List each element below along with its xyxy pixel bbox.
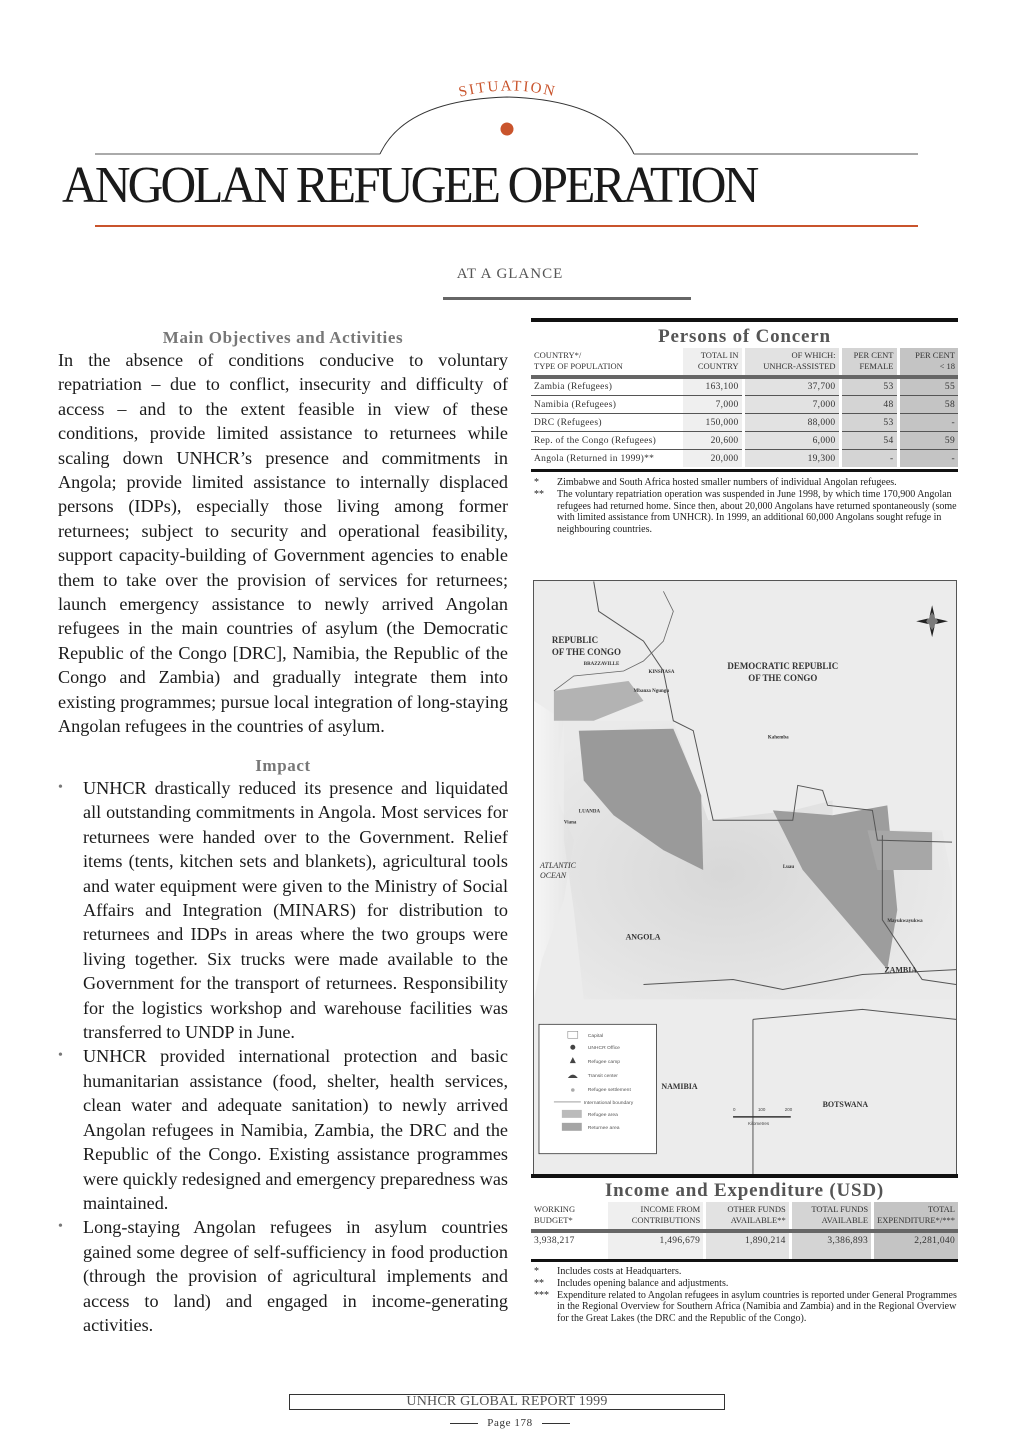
svg-text:200: 200 xyxy=(784,1106,793,1112)
column-header-working-budget: WORKING BUDGET* xyxy=(534,1204,576,1225)
table-row: Rep. of the Congo (Refugees) 20,600 6,000 54 59 xyxy=(531,431,958,449)
impact-section xyxy=(58,756,508,1337)
svg-text:International boundary: International boundary xyxy=(583,1100,634,1106)
footnote: *** Expenditure related to Angolan refugees in asylum countries is reported under General Programmes in the Regional Overview for Southern Africa (Namibia and Zambia) and in the Regional Overview for the Great Lakes (the DRC and the Republic of the Congo). xyxy=(534,1289,957,1325)
table-row: DRC (Refugees) 150,000 88,000 53 - xyxy=(531,413,958,431)
accent-dot-icon xyxy=(501,123,514,136)
dash-left xyxy=(450,1423,478,1424)
income-expenditure-table xyxy=(531,1202,958,1259)
svg-text:NAMIBIA: NAMIBIA xyxy=(661,1082,698,1092)
svg-text:OF THE CONGO: OF THE CONGO xyxy=(748,672,818,683)
objectives-section xyxy=(58,328,508,739)
bullet-icon: • xyxy=(58,1219,63,1235)
table-header-row xyxy=(531,348,958,377)
impact-list xyxy=(58,776,508,1337)
svg-text:LUANDA: LUANDA xyxy=(578,809,601,815)
column-header-total: TOTAL IN COUNTRY xyxy=(683,348,743,377)
svg-text:ATLANTIC: ATLANTIC xyxy=(539,861,576,871)
table-row: Namibia (Refugees) 7,000 7,000 48 58 xyxy=(531,395,958,413)
persons-of-concern-notes xyxy=(531,477,958,536)
svg-text:100: 100 xyxy=(757,1106,766,1112)
svg-text:REPUBLIC: REPUBLIC xyxy=(551,635,599,646)
column-header-under18: PER CENT < 18 xyxy=(898,348,958,377)
title-underline xyxy=(95,225,918,227)
dash-right xyxy=(542,1423,570,1424)
svg-text:Capital: Capital xyxy=(587,1034,604,1040)
map-graphic xyxy=(534,581,956,1177)
footnote: ** The voluntary repatriation operation was suspended in June 1998, by which time 170,900 Angolan refugees had returned home. Since then, about 20,000 Angolans have returned spontaneously (some with limited assistance from UNHCR). In 1999, an additional 60,000 Angolans sought refuge in neighbouring countries. xyxy=(534,488,957,536)
svg-text:BRAZZAVILLE: BRAZZAVILLE xyxy=(583,662,620,668)
svg-text:ANGOLA: ANGOLA xyxy=(625,932,661,942)
svg-text:UNHCR Office: UNHCR Office xyxy=(587,1046,620,1052)
svg-text:Kilometres: Kilometres xyxy=(747,1120,770,1126)
bullet-icon: • xyxy=(58,780,63,795)
table-row: Zambia (Refugees) 163,100 37,700 53 55 xyxy=(531,377,958,395)
footnote: ** Includes opening balance and adjustments. xyxy=(534,1277,729,1289)
svg-text:Transit center: Transit center xyxy=(587,1074,618,1080)
persons-of-concern-box xyxy=(531,318,958,536)
svg-text:DEMOCRATIC REPUBLIC: DEMOCRATIC REPUBLIC xyxy=(727,660,839,671)
impact-heading: Impact xyxy=(255,756,311,775)
kicker-label: SITUATION xyxy=(457,78,558,101)
svg-text:ZAMBIA: ZAMBIA xyxy=(884,965,918,975)
box-bottom-rule xyxy=(531,1259,958,1262)
column-header-total-funds: TOTAL FUNDS AVAILABLE xyxy=(790,1202,872,1231)
svg-text:Refugee camp: Refugee camp xyxy=(587,1060,621,1066)
income-expenditure-box xyxy=(531,1174,958,1325)
table-header-row xyxy=(531,1202,958,1231)
report-title-footer: UNHCR GLOBAL REPORT 1999 xyxy=(289,1394,725,1410)
svg-text:Viana: Viana xyxy=(563,820,577,826)
income-expenditure-notes xyxy=(531,1266,958,1325)
svg-text:OF THE CONGO: OF THE CONGO xyxy=(551,647,621,658)
box-top-rule xyxy=(531,318,958,322)
svg-text:OCEAN: OCEAN xyxy=(539,871,567,881)
svg-text:Refugee settlement: Refugee settlement xyxy=(587,1087,631,1093)
footnote: * Zimbabwe and South Africa hosted smaller numbers of individual Angolan refugees. xyxy=(534,477,897,488)
svg-text:Mayukwayukwa: Mayukwayukwa xyxy=(887,918,923,924)
page-title: ANGOLAN REFUGEE OPERATION xyxy=(62,157,757,214)
svg-text:Kahemba: Kahemba xyxy=(767,735,789,741)
bullet-icon: • xyxy=(58,1048,63,1064)
persons-of-concern-table xyxy=(531,348,958,467)
table-row: Angola (Returned in 1999)** 20,000 19,300 - - xyxy=(531,449,958,467)
box-bottom-rule xyxy=(531,469,958,472)
svg-text:Mbanza Ngungu: Mbanza Ngungu xyxy=(633,688,670,694)
svg-text:Refugee area: Refugee area xyxy=(587,1112,618,1118)
subtitle: AT A GLANCE xyxy=(456,266,564,282)
objectives-heading: Main Objectives and Activities xyxy=(162,328,404,347)
subtitle-rule xyxy=(443,297,691,300)
svg-text:Returnee area: Returnee area xyxy=(587,1125,620,1131)
column-header-female: PER CENT FEMALE xyxy=(840,348,898,377)
impact-item: • UNHCR provided international protection and basic humanitarian assistance (food, shelter, health services, clean water and adequate sanitation) to newly arrived Angolan refugees in Namibia, Zambia, the DRC and the Republic of the Congo. Existing assistance programmes were quickly redesigned and emergency preparedness was maintained. xyxy=(58,1046,508,1213)
svg-text:0: 0 xyxy=(733,1106,736,1112)
persons-of-concern-title: Persons of Concern xyxy=(658,326,831,347)
column-header-other-funds: OTHER FUNDS AVAILABLE** xyxy=(705,1202,790,1231)
column-header-country: COUNTRY*/ TYPE OF POPULATION xyxy=(534,350,623,371)
box-top-rule xyxy=(531,1174,958,1178)
map-legend xyxy=(539,1024,656,1153)
objectives-text: In the absence of conditions conducive to voluntary repatriation – due to conflict, insecurity and difficulty of access – and to the extent feasible in view of these conditions, provide limited assistance to returnees while scaling down UNHCR’s presence and commitments in Angola; provide limited assistance to internally displaced persons (IDPs), especially those living among former returnees; subject to security and operational feasibility, support capacity-building of Government agencies to enable them to take over the provision of services for returnees; launch emergency assistance to newly arrived Angolan refugees in the main countries of asylum (the Democratic Republic of the Congo [DRC], Namibia, the Republic of the Congo and Zambia) and gradually integrate them into existing programmes; pursue local integration of long-staying Angolan refugees in the countries of asylum. xyxy=(58,350,508,737)
column-header-total-expenditure: TOTAL EXPENDITURE*/*** xyxy=(873,1202,958,1231)
column-header-income: INCOME FROM CONTRIBUTIONS xyxy=(608,1202,704,1231)
column-header-assisted: OF WHICH: UNHCR-ASSISTED xyxy=(743,348,840,377)
svg-text:BOTSWANA: BOTSWANA xyxy=(822,1099,869,1109)
angola-region-map xyxy=(533,580,957,1178)
svg-text:KINSHASA: KINSHASA xyxy=(648,669,675,675)
svg-text:Luau: Luau xyxy=(782,865,795,871)
impact-item: • UNHCR drastically reduced its presence and liquidated all outstanding commitments in Angola. Most services for returnees were handed over to the Government. Relief items (tents, kitchen sets and blankets), agricultural tools and water equipment were given to the Ministry of Social Affairs and Integration (MINARS) for distribution to returnees and IDPs in areas where the two groups were living together. Six trucks were made available to the Government for the transport of returnees. Responsibility for the logistics workshop and warehouse facilities was transferred to UNDP in June. xyxy=(58,778,508,1043)
table-row: 3,938,217 1,496,679 1,890,214 3,386,893 2,281,040 xyxy=(531,1231,958,1259)
page-number: Page 178 xyxy=(0,1417,1020,1429)
impact-item: • Long-staying Angolan refugees in asylum countries gained some degree of self-sufficiency in food production (through the provision of agricultural implements and access to land) and engaged in income-generating activities. xyxy=(58,1217,508,1335)
income-expenditure-title: Income and Expenditure (USD) xyxy=(604,1180,885,1201)
footnote: * Includes costs at Headquarters. xyxy=(534,1266,682,1277)
